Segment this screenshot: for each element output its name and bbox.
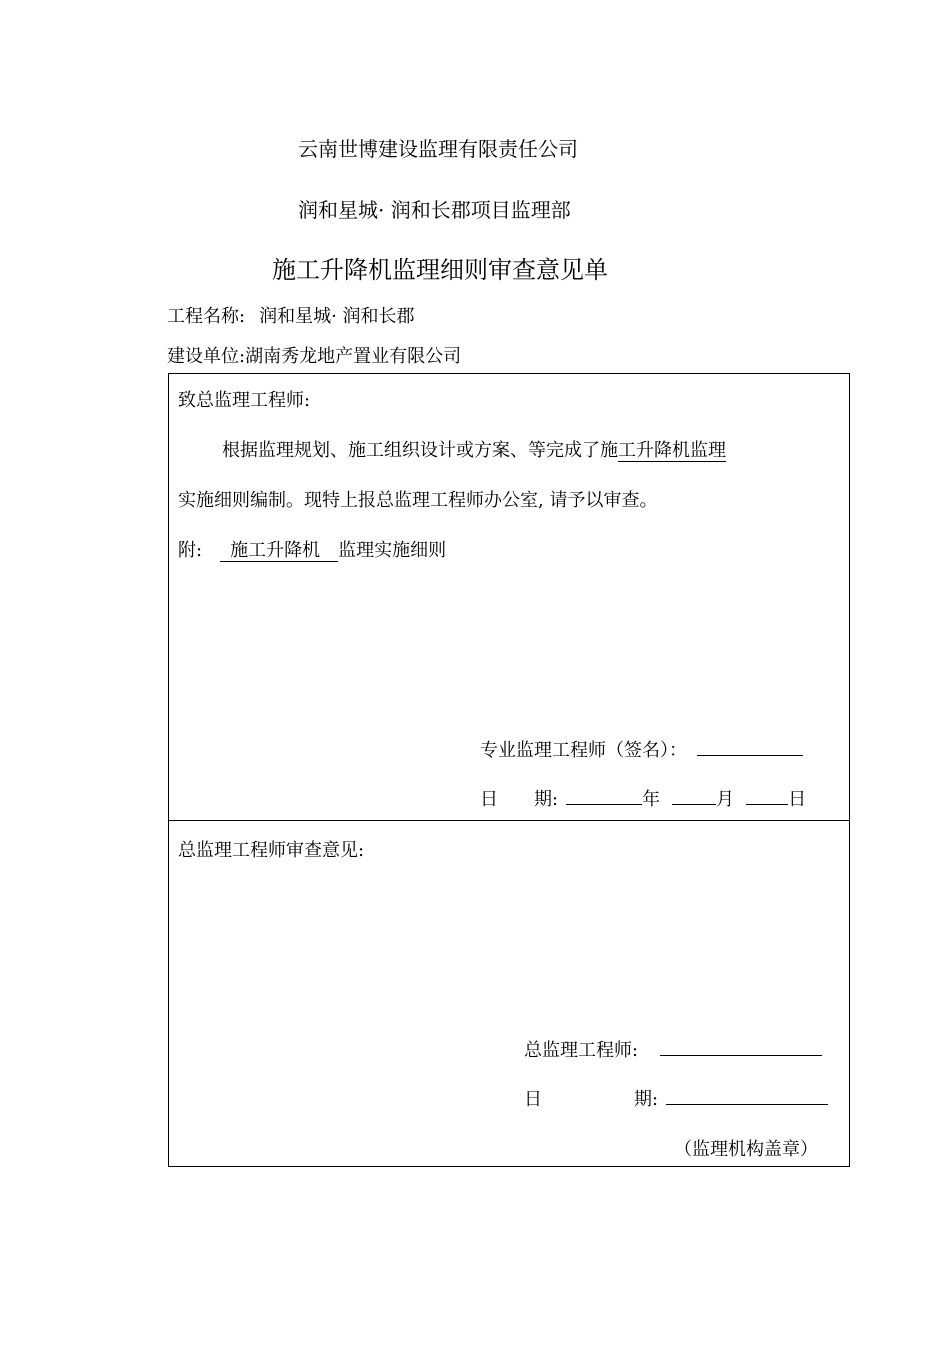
review-date-label-a: 日	[524, 1089, 542, 1110]
department-name: 润和星城· 润和长郡项目监理部	[298, 198, 571, 222]
project-name-row	[167, 302, 415, 328]
project-name-value: 润和星城· 润和长郡	[259, 306, 415, 327]
day-label: 日	[788, 789, 807, 810]
submission-month-field[interactable]	[672, 786, 716, 805]
submission-body-line2: 实施细则编制。现特上报总监理工程师办公室, 请予以审查。	[178, 490, 658, 511]
attachment-row	[178, 536, 446, 562]
chief-engineer-signature-field[interactable]	[660, 1037, 822, 1056]
attachment-suffix: 监理实施细则	[338, 540, 447, 561]
addressee: 致总监理工程师:	[178, 390, 311, 411]
attachment-item: 施工升降机	[220, 540, 338, 562]
owner-unit-value: 湖南秀龙地产置业有限公司	[245, 346, 462, 367]
submission-body-text: 根据监理规划、施工组织设计或方案、等完成了施	[222, 440, 618, 461]
review-heading: 总监理工程师审查意见:	[178, 840, 365, 861]
month-label: 月	[716, 789, 735, 810]
submission-date-label-a: 日	[480, 789, 498, 810]
chief-engineer-label: 总监理工程师:	[524, 1040, 639, 1061]
section-divider	[169, 820, 849, 821]
chief-engineer-row	[524, 1036, 822, 1062]
review-date-field[interactable]	[666, 1086, 828, 1105]
year-label: 年	[642, 789, 661, 810]
submission-subject: 工升降机监理	[618, 440, 726, 461]
submission-body-line1	[222, 436, 726, 462]
owner-unit-row	[167, 342, 461, 368]
submission-day-field[interactable]	[746, 786, 788, 805]
owner-unit-label: 建设单位:	[167, 346, 246, 367]
submission-date-row	[480, 785, 806, 811]
document-title: 施工升降机监理细则审查意见单	[272, 256, 608, 284]
engineer-signature-label: 专业监理工程师（签名）：	[480, 740, 687, 761]
review-date-row	[524, 1085, 828, 1111]
company-name: 云南世博建设监理有限责任公司	[298, 137, 578, 161]
review-date-label-b: 期:	[634, 1089, 659, 1110]
submission-year-field[interactable]	[566, 786, 642, 805]
engineer-signature-field[interactable]	[697, 737, 803, 756]
review-form	[168, 373, 850, 1167]
project-name-label: 工程名称:	[167, 306, 246, 327]
attachment-label: 附:	[178, 540, 203, 561]
submission-date-label-b: 期:	[534, 789, 559, 810]
seal-note: （监理机构盖章）	[674, 1139, 818, 1160]
engineer-signature-row	[480, 736, 803, 762]
